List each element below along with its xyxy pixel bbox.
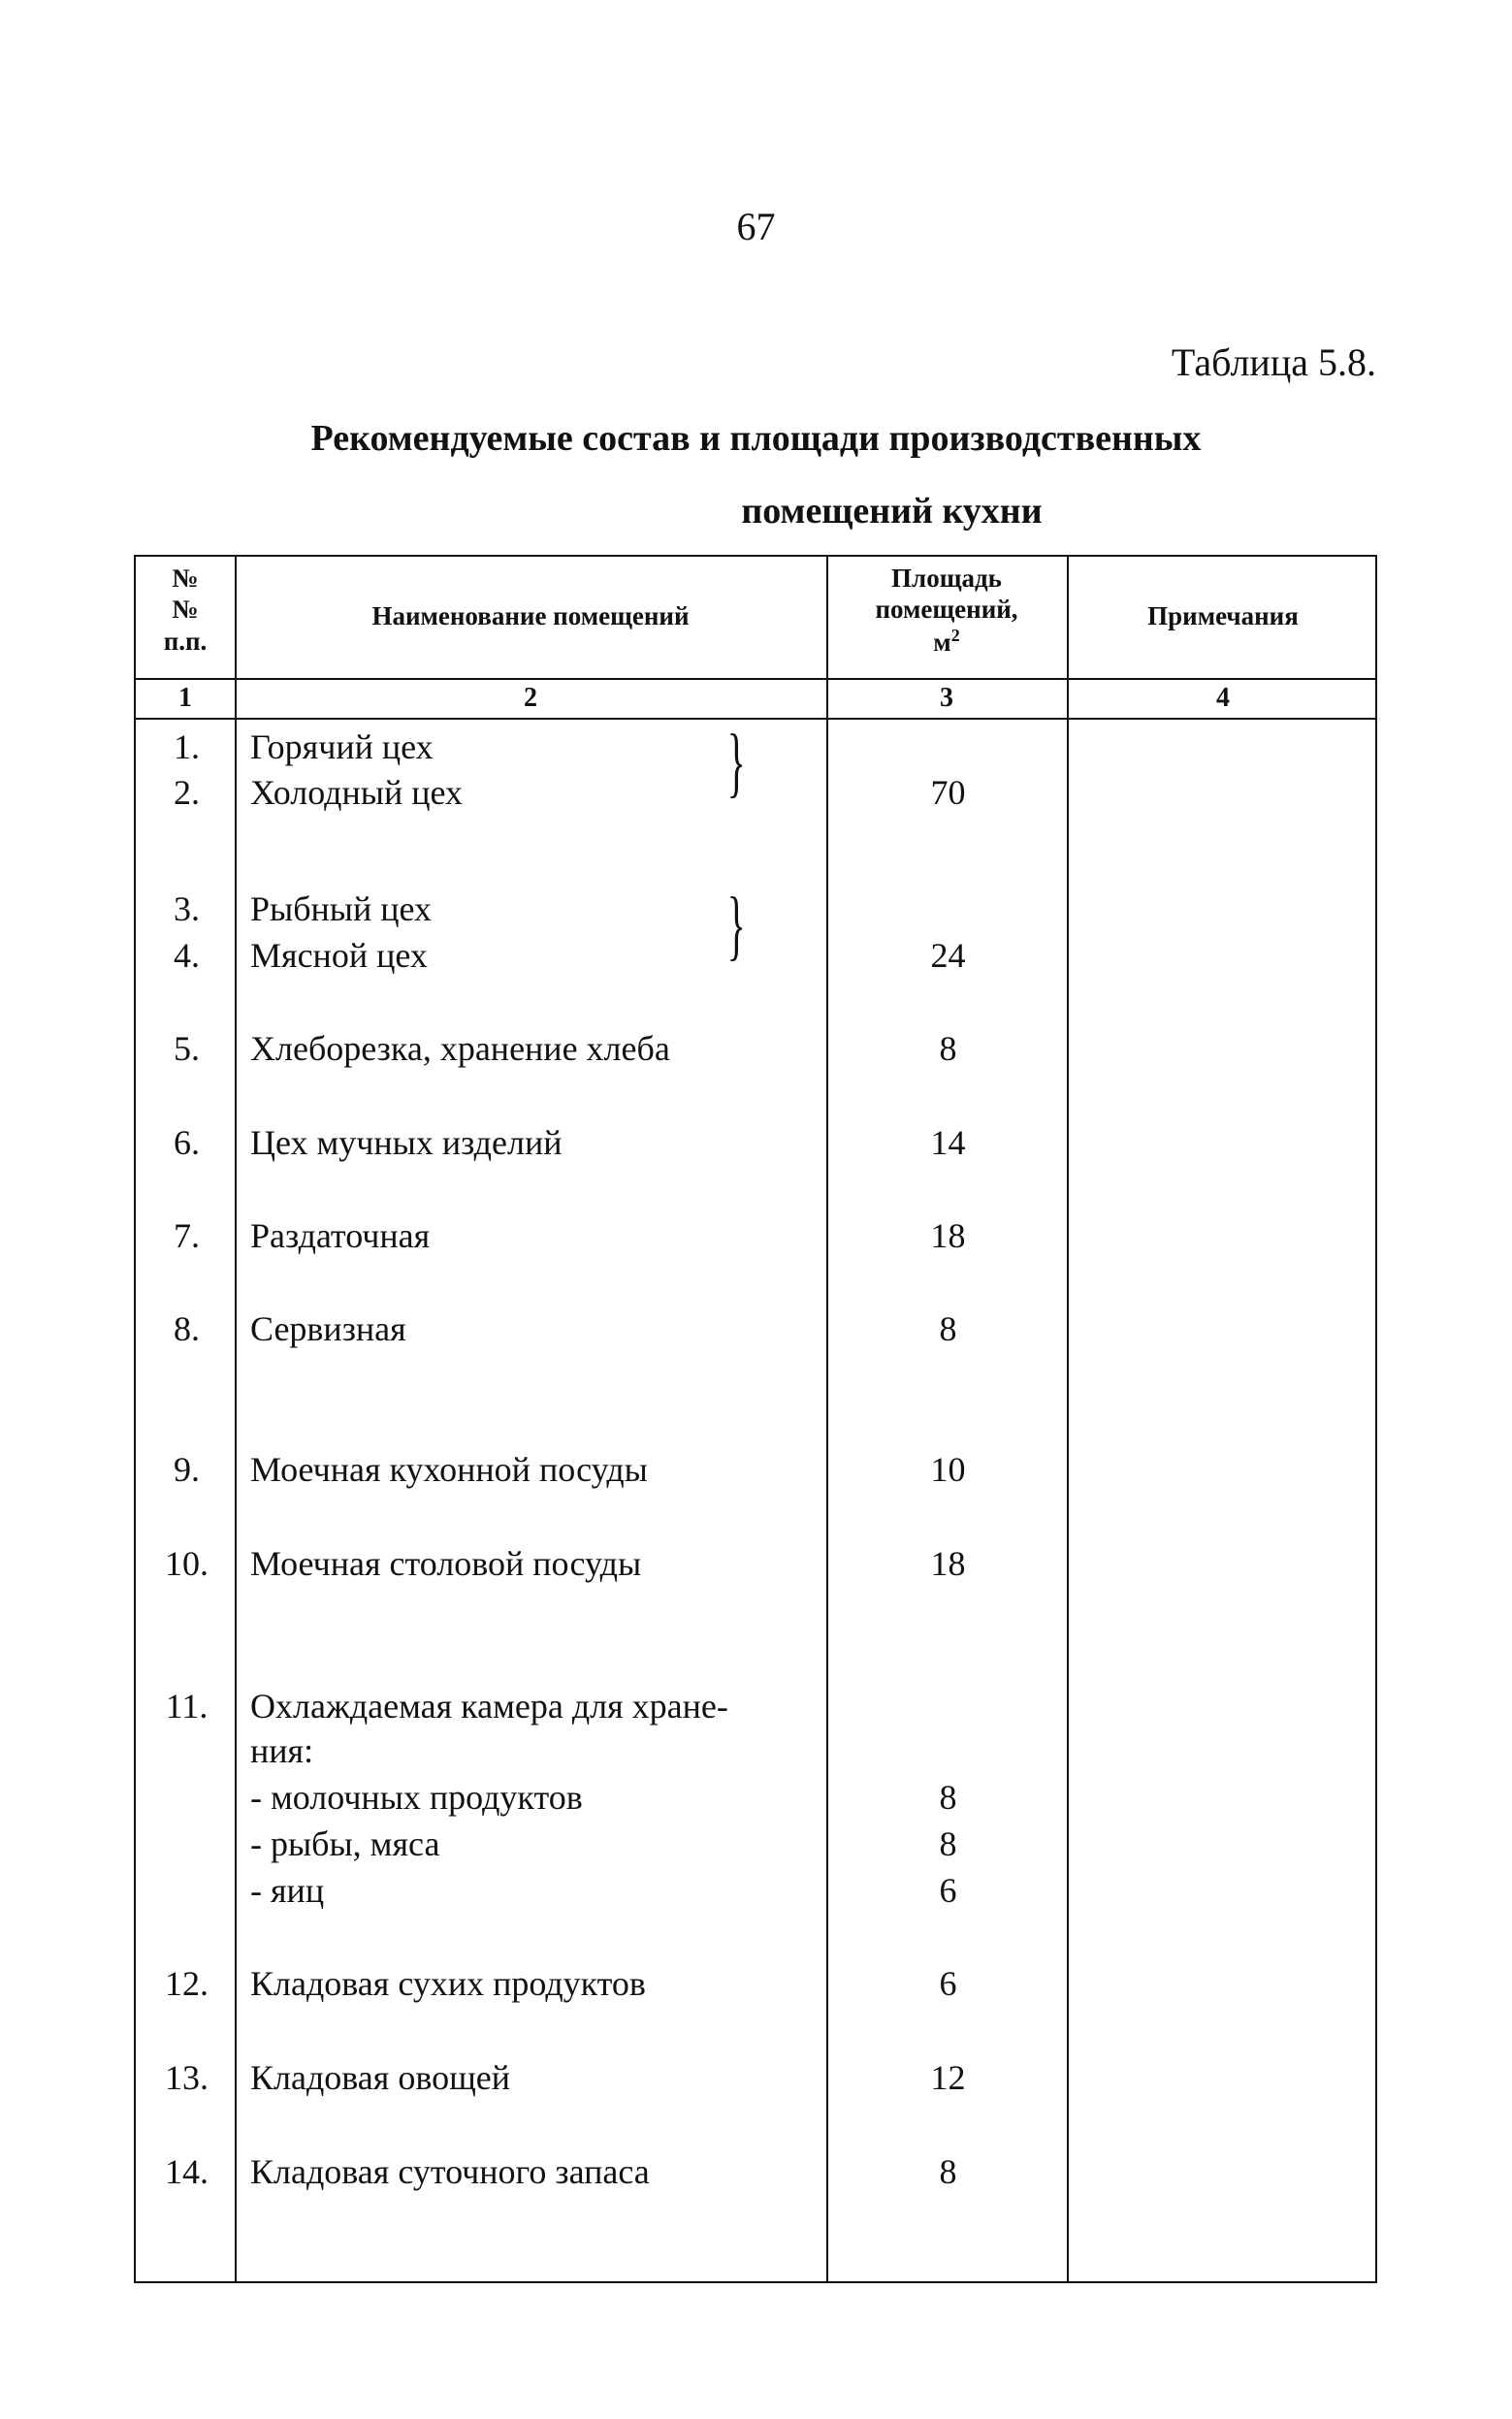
room-subitem: - яиц [250, 1871, 325, 1910]
row-number: 14. [165, 2152, 209, 2191]
room-name: Кладовая суточного запаса [250, 2152, 650, 2191]
grouping-brace: } [726, 883, 746, 968]
column-number: 4 [1216, 683, 1230, 713]
room-area: 10 [930, 1450, 966, 1489]
room-area: 6 [939, 1871, 957, 1910]
header-divider [136, 678, 1375, 680]
room-area: 8 [939, 2152, 957, 2191]
table-caption: Таблица 5.8. [1171, 340, 1376, 384]
room-name: Цех мучных изделий [250, 1123, 563, 1162]
row-number: 4. [174, 936, 200, 975]
room-name: Моечная столовой посуды [250, 1544, 642, 1583]
room-subitem: - молочных продуктов [250, 1778, 583, 1817]
row-number: 6. [174, 1123, 200, 1162]
row-number: 10. [165, 1544, 209, 1583]
room-area: 8 [939, 1309, 957, 1348]
header-name: Наименование помещений [371, 601, 690, 630]
room-name: Холодный цех [250, 773, 463, 812]
room-name: Хлеборезка, хранение хлеба [250, 1029, 670, 1068]
room-area: 70 [930, 773, 966, 812]
header-number: № № п.п. [163, 564, 208, 656]
room-name: Охлаждаемая камера для хране- [250, 1687, 728, 1726]
column-divider [1067, 557, 1069, 2281]
room-name: Мясной цех [250, 936, 428, 975]
room-name-continuation: ния: [250, 1731, 314, 1770]
room-name: Горячий цех [250, 727, 434, 766]
room-area: 8 [939, 1029, 957, 1068]
room-area: 8 [939, 1778, 957, 1817]
room-name: Кладовая сухих продуктов [250, 1964, 646, 2003]
room-area: 14 [930, 1123, 966, 1162]
rooms-table [134, 555, 1377, 2283]
row-number: 13. [165, 2058, 209, 2097]
page-number: 67 [736, 205, 776, 248]
column-numbers-divider [136, 718, 1375, 720]
row-number: 1. [174, 727, 200, 766]
row-number: 8. [174, 1309, 200, 1348]
row-number: 12. [165, 1964, 209, 2003]
row-number: 2. [174, 773, 200, 812]
column-divider [826, 557, 828, 2281]
table-title-line-1: Рекомендуемые состав и площади производственных [310, 418, 1202, 459]
room-name: Сервизная [250, 1309, 406, 1348]
grouping-brace: } [726, 720, 746, 805]
column-number: 3 [940, 683, 953, 713]
row-number: 9. [174, 1450, 200, 1489]
column-number: 1 [178, 683, 192, 713]
room-area: 18 [930, 1216, 966, 1255]
room-name: Раздаточная [250, 1216, 431, 1255]
row-number: 3. [174, 889, 200, 928]
header-area: Площадь помещений, $м^2$ [875, 564, 1018, 657]
row-number: 11. [165, 1687, 209, 1726]
room-name: Кладовая овощей [250, 2058, 511, 2097]
header-notes: Примечания [1147, 601, 1299, 630]
room-area: 6 [939, 1964, 957, 2003]
room-area: 24 [930, 936, 966, 975]
row-number: 7. [174, 1216, 200, 1255]
column-number: 2 [524, 683, 537, 713]
row-number: 5. [174, 1029, 200, 1068]
room-subitem: - рыбы, мяса [250, 1824, 440, 1863]
room-area: 18 [930, 1544, 966, 1583]
room-area: 12 [930, 2058, 966, 2097]
room-name: Рыбный цех [250, 889, 433, 928]
room-name: Моечная кухонной посуды [250, 1450, 648, 1489]
column-divider [235, 557, 237, 2281]
table-title-line-2: помещений кухни [741, 491, 1043, 532]
room-area: 8 [939, 1824, 957, 1863]
